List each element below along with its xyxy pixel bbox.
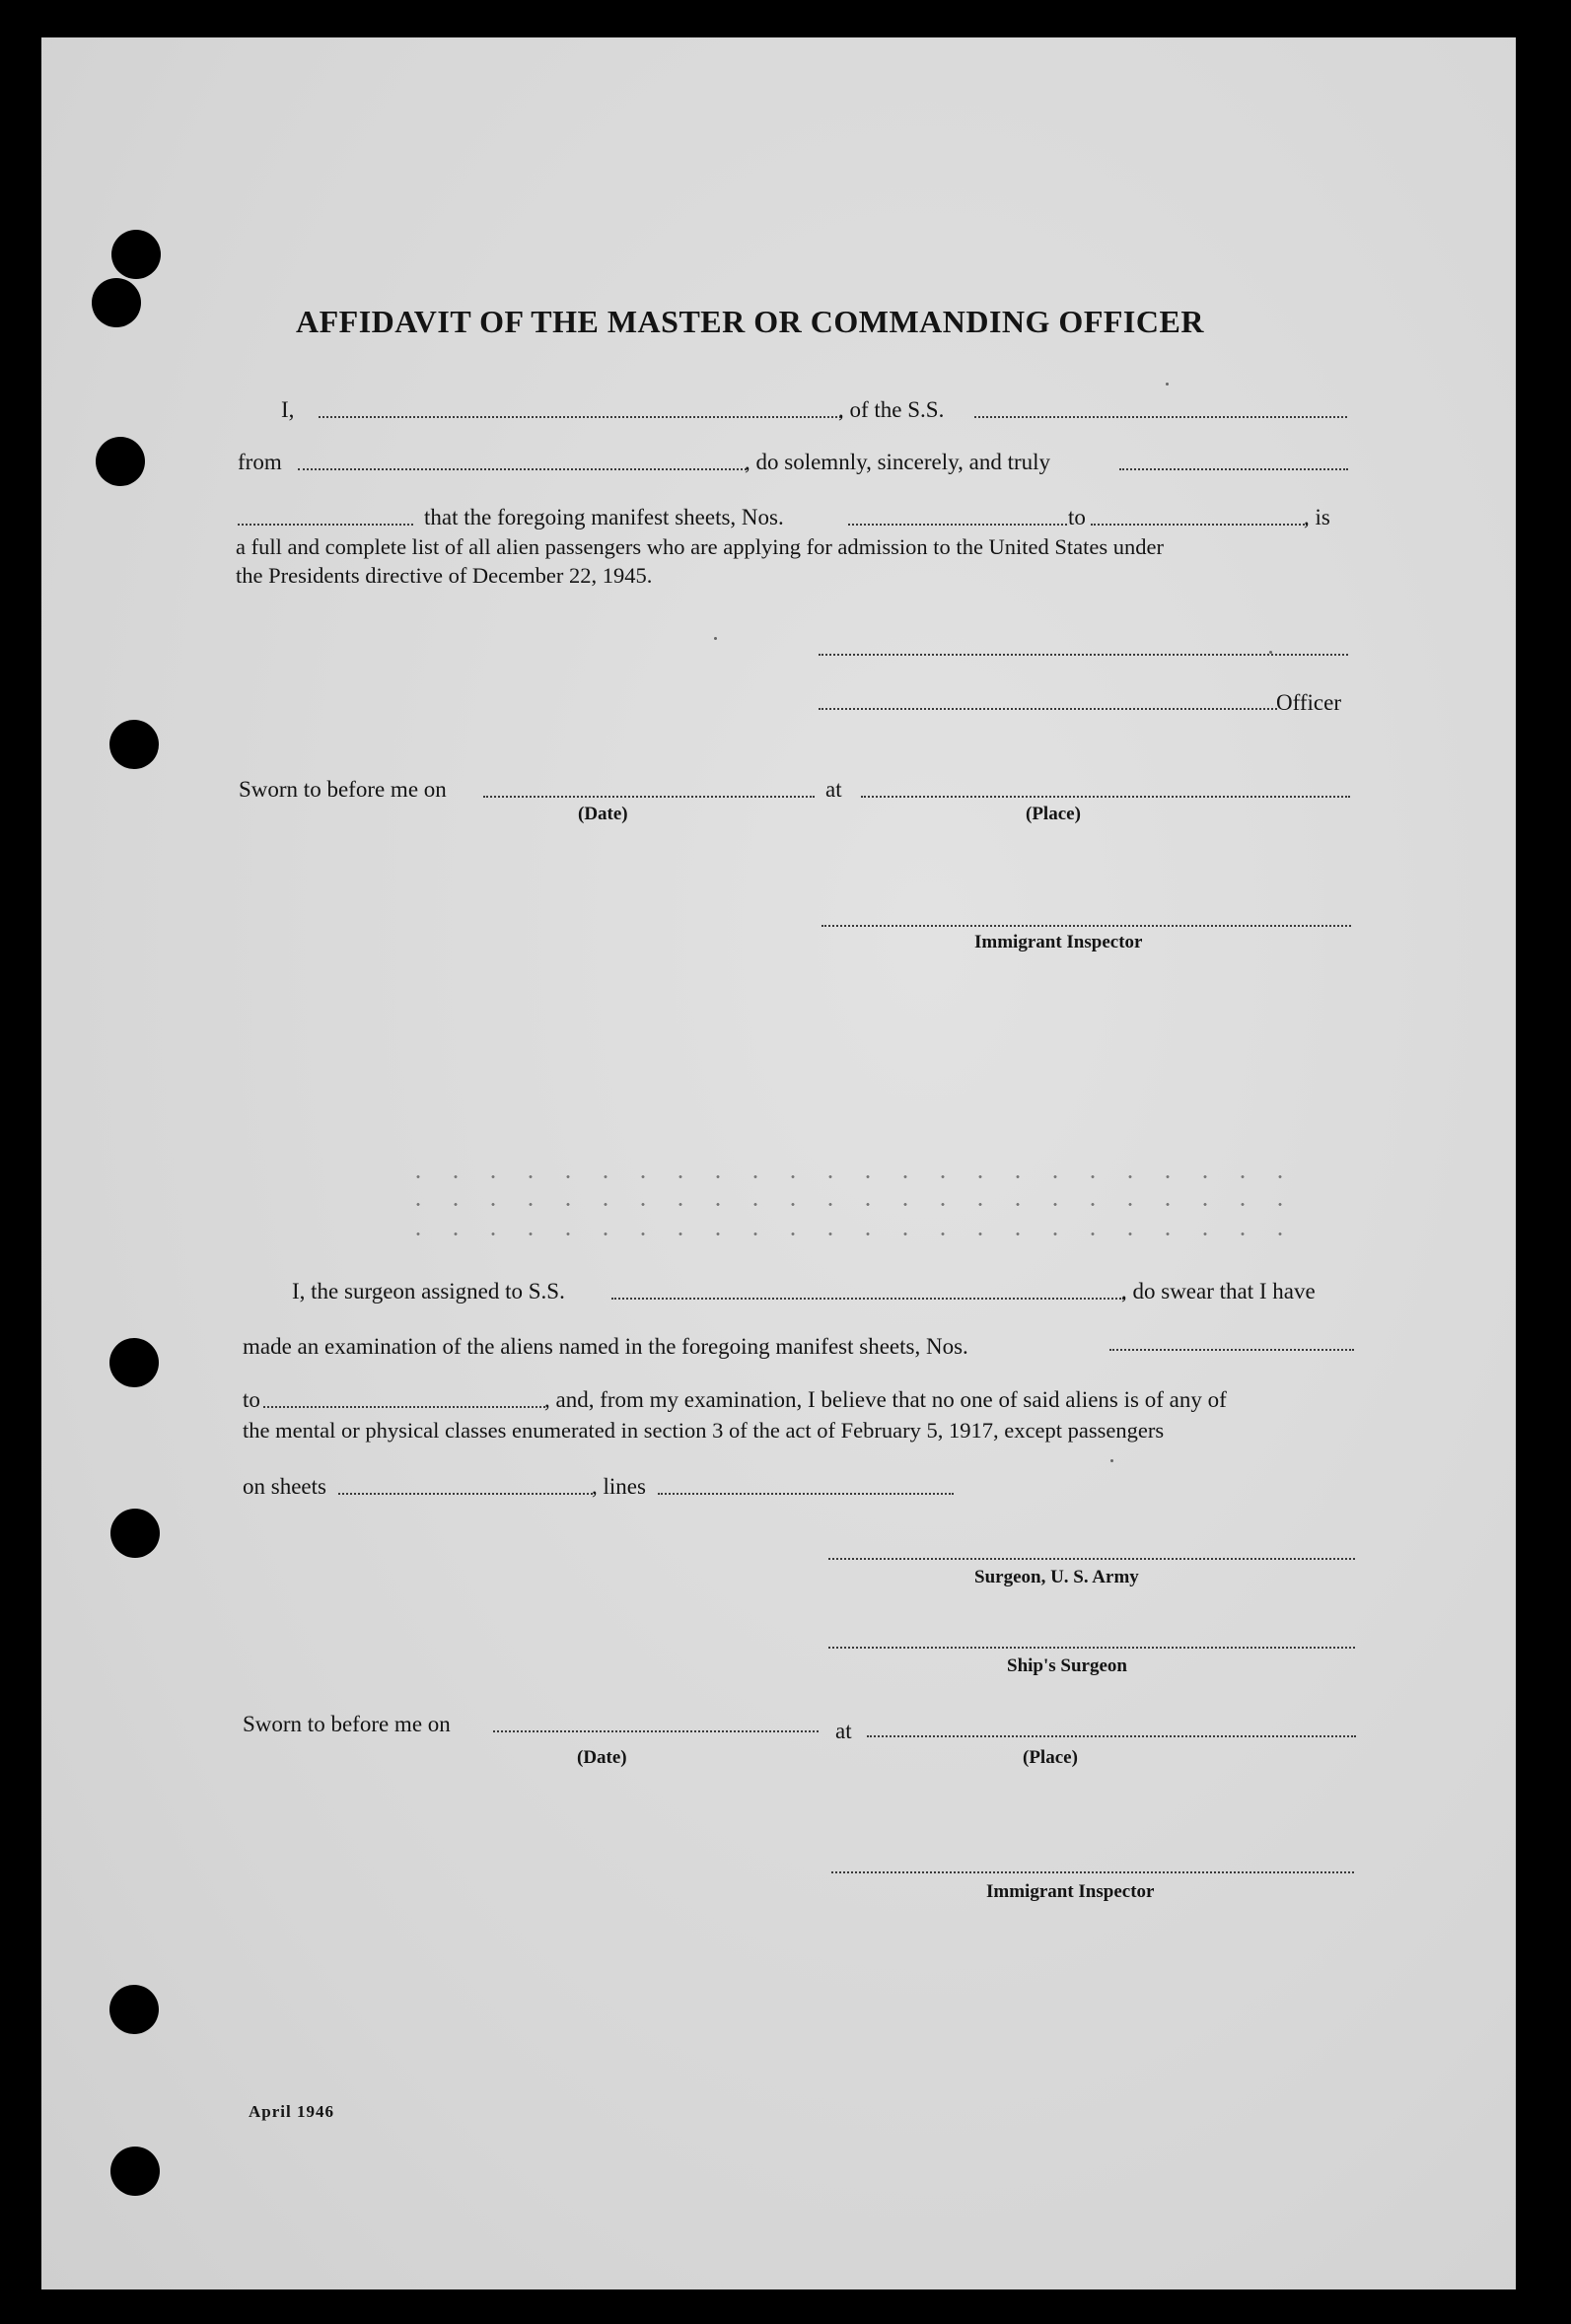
ship-surgeon-signature-field[interactable] xyxy=(828,1647,1355,1649)
inspector-caption-2: Immigrant Inspector xyxy=(986,1881,1155,1902)
surgeon-line1a: I, the surgeon assigned to S.S. xyxy=(292,1279,565,1303)
master-text-line2: a full and complete list of all alien passengers who are applying for admission to the United States under xyxy=(236,534,1165,559)
faint-dot-row xyxy=(399,1232,1287,1235)
binder-hole xyxy=(111,230,161,279)
form-title: AFFIDAVIT OF THE MASTER OR COMMANDING OFFICER xyxy=(296,304,1204,339)
master-signature-field[interactable] xyxy=(819,654,1348,656)
oath-word-field-2[interactable] xyxy=(238,524,413,526)
date-caption-1: (Date) xyxy=(578,804,628,824)
label-on-sheets: on sheets xyxy=(243,1474,326,1499)
surgeon-sheet-from-field[interactable] xyxy=(1109,1349,1354,1351)
surgeon-line3b: , and, from my examination, I believe that no one of said aliens is of any of xyxy=(544,1387,1227,1412)
inspector-caption-1: Immigrant Inspector xyxy=(974,932,1143,952)
surgeon-line4: the mental or physical classes enumerated in section 3 of the act of February 5, 1917, except passengers xyxy=(243,1418,1165,1443)
except-sheets-field[interactable] xyxy=(338,1493,593,1495)
label-solemnly: , do solemnly, sincerely, and truly xyxy=(745,450,1051,474)
binder-hole xyxy=(110,1509,160,1558)
sheet-from-field[interactable] xyxy=(848,524,1067,526)
label-sworn-2: Sworn to before me on xyxy=(243,1712,451,1736)
from-port-field[interactable] xyxy=(298,468,747,470)
label-i: I, xyxy=(281,397,295,422)
sworn-place-field-1[interactable] xyxy=(861,796,1350,798)
sheet-to-field[interactable] xyxy=(1091,524,1308,526)
inspector-signature-field-1[interactable] xyxy=(821,925,1351,927)
except-lines-field[interactable] xyxy=(658,1493,954,1495)
label-at-2: at xyxy=(835,1719,852,1743)
label-sworn-1: Sworn to before me on xyxy=(239,777,447,802)
label-from: from xyxy=(238,450,282,474)
speck xyxy=(1166,383,1169,386)
surgeon-line2: made an examination of the aliens named in the foregoing manifest sheets, Nos. xyxy=(243,1334,968,1359)
inspector-signature-field-2[interactable] xyxy=(831,1871,1354,1873)
faint-dot-row xyxy=(399,1203,1287,1206)
label-to: to xyxy=(1068,505,1086,529)
sworn-date-field-2[interactable] xyxy=(493,1730,819,1732)
label-of-ss: , of the S.S. xyxy=(838,397,945,422)
surgeon-line1b: , do swear that I have xyxy=(1121,1279,1316,1303)
surgeon-ship-field[interactable] xyxy=(611,1298,1124,1300)
form-sheet xyxy=(41,37,1516,2289)
surgeon-line3a: to xyxy=(243,1387,260,1412)
officer-title-field[interactable] xyxy=(819,708,1277,710)
binder-hole xyxy=(96,437,145,486)
place-caption-2: (Place) xyxy=(1023,1747,1078,1768)
speck xyxy=(1110,1459,1113,1462)
place-caption-1: (Place) xyxy=(1026,804,1081,824)
ship-surgeon-caption: Ship's Surgeon xyxy=(1007,1655,1127,1676)
label-lines: , lines xyxy=(592,1474,646,1499)
master-text-line3: the Presidents directive of December 22, 1945. xyxy=(236,563,653,588)
label-foregoing: that the foregoing manifest sheets, Nos. xyxy=(424,505,784,529)
speck xyxy=(714,637,717,640)
label-officer: Officer xyxy=(1276,690,1341,715)
army-surgeon-signature-field[interactable] xyxy=(828,1558,1355,1560)
binder-hole xyxy=(109,1338,159,1387)
army-surgeon-caption: Surgeon, U. S. Army xyxy=(974,1567,1139,1587)
master-name-field[interactable] xyxy=(319,416,841,418)
sworn-place-field-2[interactable] xyxy=(867,1735,1356,1737)
binder-hole xyxy=(110,2147,160,2196)
binder-hole xyxy=(92,278,141,327)
faint-dot-row xyxy=(399,1175,1287,1178)
sworn-date-field-1[interactable] xyxy=(483,796,815,798)
form-date-footer: April 1946 xyxy=(249,2102,334,2121)
date-caption-2: (Date) xyxy=(577,1747,627,1768)
binder-hole xyxy=(109,720,159,769)
label-is: , is xyxy=(1304,505,1330,529)
label-at-1: at xyxy=(825,777,842,802)
speck xyxy=(1269,651,1272,654)
ship-name-field[interactable] xyxy=(974,416,1347,418)
surgeon-sheet-to-field[interactable] xyxy=(263,1406,545,1408)
binder-hole xyxy=(109,1985,159,2034)
oath-word-field[interactable] xyxy=(1119,468,1348,470)
